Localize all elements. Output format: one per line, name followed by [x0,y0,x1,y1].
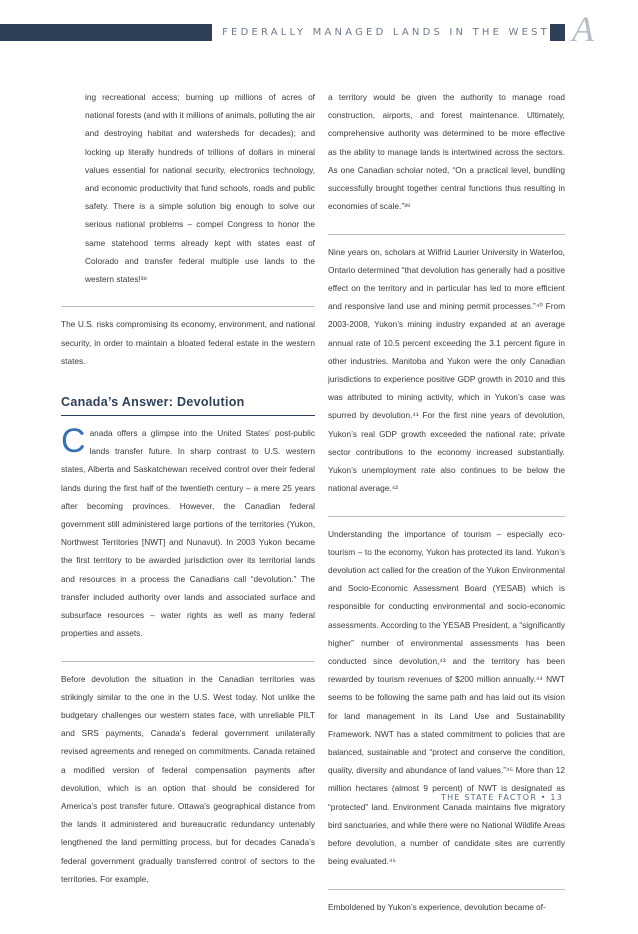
divider [328,234,565,235]
section-letter-logo: A [572,9,594,49]
paragraph: Understanding the importance of tourism – especially eco-tourism – to the economy, Yukon has protected its land. Yukon’s devolution act called for the creation of the Yukon Environmental and Socio-Economic Assessment Board (YESAB) which is responsible for conducting environmental and socio-economic assessments. According to the YESAB President, a “significantly higher” number of environmental assessments has been conducted since devolution,⁴³ and the territory has been rewarded by tourism revenues of $200 million annually.⁴⁴ NWT seems to be following the same path and has laid out its vision for land management in its Land Use and Sustainability Framework. NWT has a stated commitment to policies that are balanced, sustainable and “protect and conserve the condition, quality, diversity and abundance of land values.”⁴⁵ More than 12 million hectares (almost 9 percent) of NWT is designated as “protected” land. Environment Canada maintains five migratory bird sanctuaries, and while there were no National Wildlife Areas before devolution, a number of candidate sites are currently being evaluated.⁴⁶ [328,528,565,867]
paragraph: a territory would be given the authority to manage road construction, airports, and forest maintenance. Ultimately, comprehensive authority was determined to be more effective as the ability to manage lands is intertwined across the sectors. As one Canadian scholar noted, “On a practical level, bundling successfully brought together central functions thus resulting in economies of scale.”³⁹ [328,92,565,212]
divider [61,661,315,662]
section-heading: Canada’s Answer: Devolution [61,394,315,416]
right-column [328,88,565,934]
running-header-title: FEDERALLY MANAGED LANDS IN THE WEST [212,23,550,42]
left-column [61,88,315,906]
divider [61,306,315,307]
divider [328,516,565,517]
drop-cap: C [61,422,86,461]
paragraph: Before devolution the situation in the Canadian territories was strikingly similar to the one in the U.S. West today. Not unlike the budgetary challenges our western states face, with unreliable PILT and SRS payments, Canada’s federal government unilaterally revised agreements and reneged on commitments. Canada retained a modified version of federal compensation payments after devolution, which is an option that should be considered for America’s post transfer future. Ottawa’s geographical distance from the lands it administered and bureaucratic redundancy untenably lengthened the land permitting process, but for decades Canada’s federal government gradually transferred control of sectors to the territories. For example, [61,673,315,884]
paragraph-dropcap [61,424,315,642]
paragraph-text: anada offers a glimpse into the United States’ post-public lands transfer future. In sharp contrast to U.S. western states, Alberta and Saskatchewan received control over their federal lands during the first half of the twentieth century – a mere 25 years after becoming provinces. However, the Canadian federal government still administered large portions of the territories (Yukon, Northwest Territories [NWT] and Nunavut). In 2003 Yukon became the first territory to be awarded jurisdiction over its territorial lands and resources in a process the Canadians call “devolution.” The transfer included authority over lands and associated surface and subsurface resources – water rights as well as many federal properties and assets. [61,428,315,639]
paragraph: The U.S. risks compromising its economy, environment, and national security, in order to maintain a bloated federal estate in the western states. [61,319,315,366]
block-quote: ing recreational access; burning up millions of acres of national forests (and with it millions of animals, polluting the air and destroying habitat and watersheds for decades); and locking up literally hundreds of trillions of dollars in mineral values essential for national security, electronics technology, and economic productivity that fund schools, roads and public safety. There is a simple solution big enough to solve our serious national problems – compel Congress to honor the same statehood terms already kept with states east of Colorado and transfer federal multiple use lands to the western states!³⁸ [85,92,315,285]
paragraph: Nine years on, scholars at Wilfrid Laurier University in Waterloo, Ontario determined “that devolution has generally had a positive effect on the territory and in particular has led to more efficient and responsive land use and mining permit processes.”⁴⁰ From 2003-2008, Yukon’s mining industry expanded at an average annual rate of 10.5 percent exceeding the 3.1 percent figure in other industries. Manitoba and Yukon were the only Canadian jurisdictions to experience positive GDP growth in 2010 and this was attributed to mining activity, which in Yukon’s case was spurred by devolution.⁴¹ For the first nine years of devolution, Yukon’s real GDP growth exceeded the national rate; private sector contributions to the economy increased substantially. Yukon’s unemployment rate also continues to be below the national average.⁴² [328,246,565,494]
page-footer: THE STATE FACTOR • 13 [441,793,563,802]
paragraph: Emboldened by Yukon’s experience, devolution became of- [328,901,546,912]
divider [328,889,565,890]
